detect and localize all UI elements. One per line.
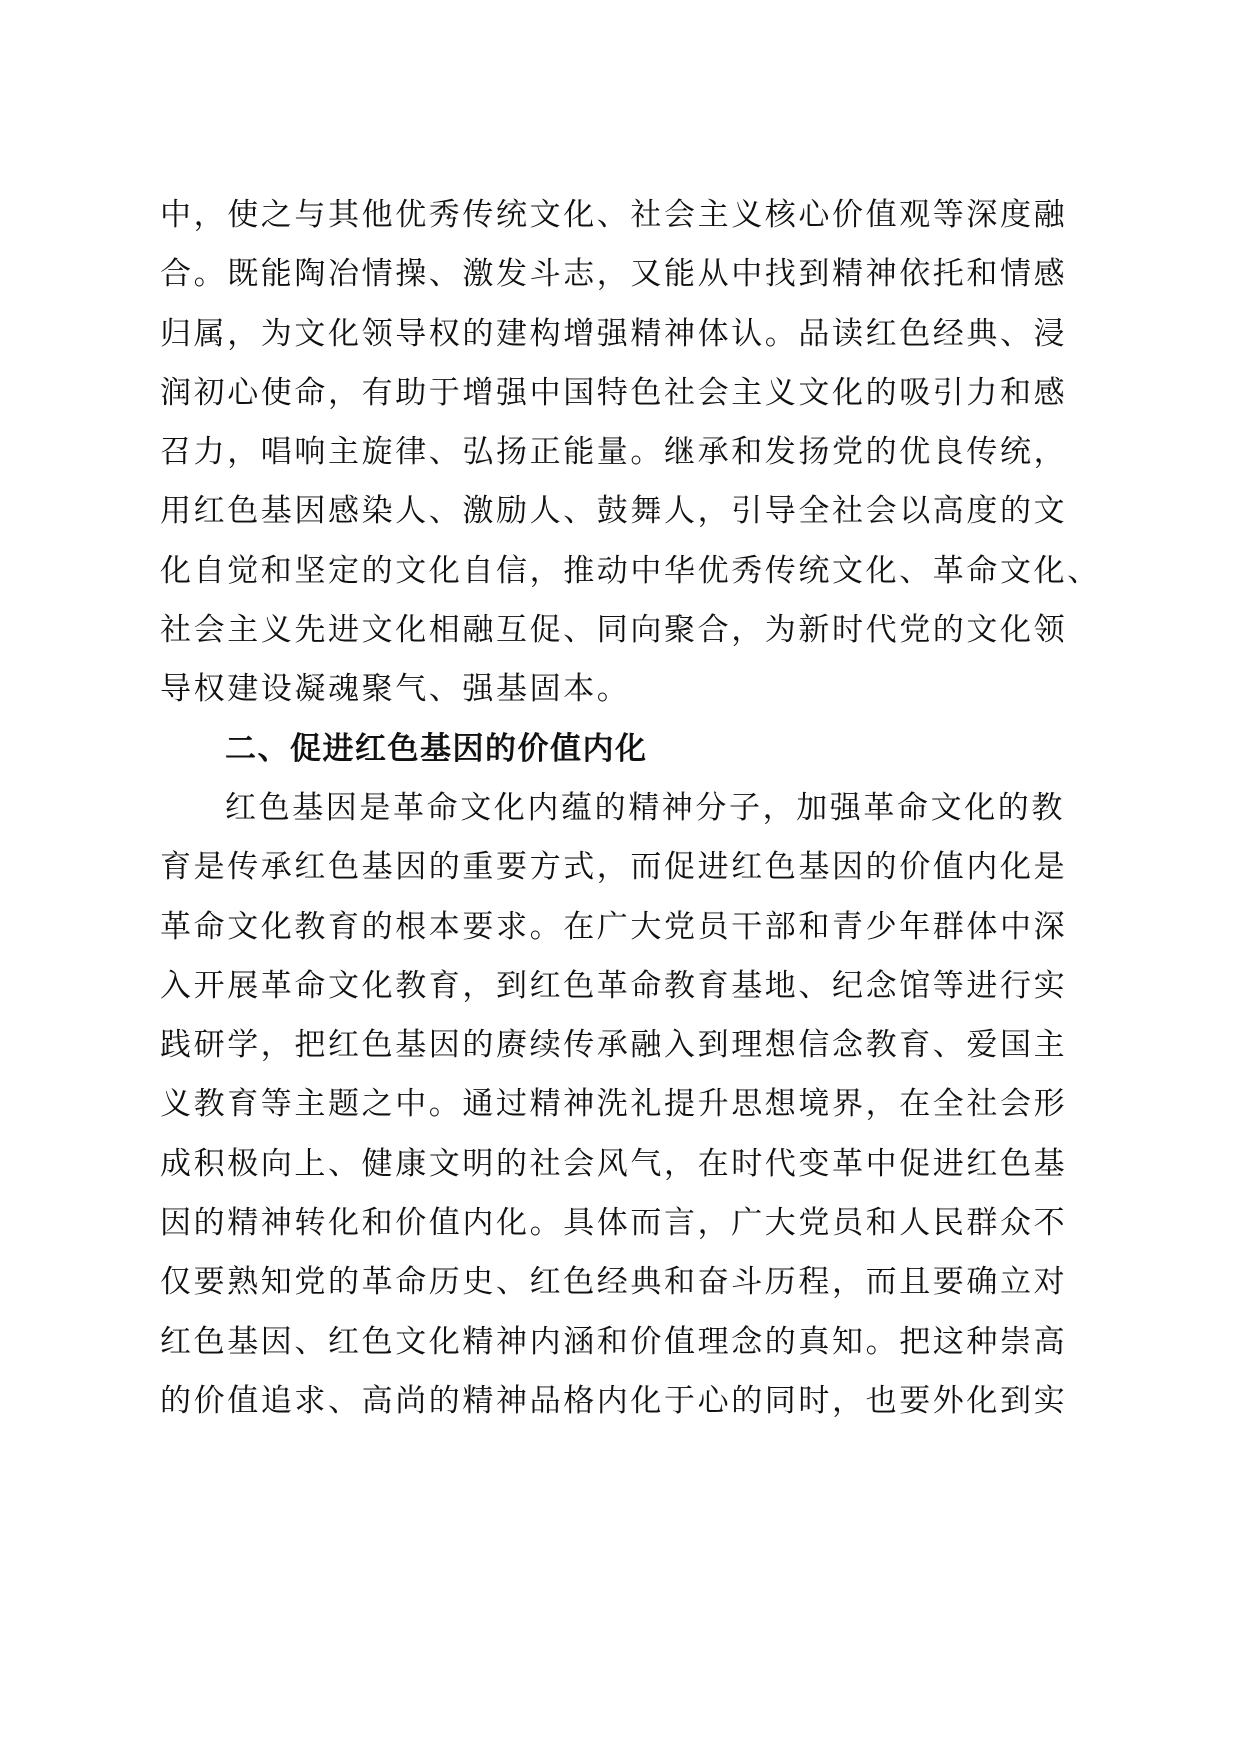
text-line: 红色基因、红色文化精神内涵和价值理念的真知。把这种崇高 [160,1323,1068,1360]
text-line: 润初心使命，有助于增强中国特色社会主义文化的吸引力和感 [160,374,1068,411]
paragraph-continued [160,186,1101,720]
text-line: 因的精神转化和价值内化。具体而言，广大党员和人民群众不 [160,1205,1068,1242]
section-heading: 二、促进红色基因的价值内化 [225,730,648,767]
text-line: 成积极向上、健康文明的社会风气，在时代变革中促进红色基 [160,1145,1068,1182]
text-line: 用红色基因感染人、激励人、鼓舞人，引导全社会以高度的文 [160,493,1068,530]
text-line: 仅要熟知党的革命历史、红色经典和奋斗历程，而且要确立对 [160,1264,1068,1301]
text-line: 革命文化教育的根本要求。在广大党员干部和青少年群体中深 [160,908,1068,945]
text-line: 合。既能陶冶情操、激发斗志，又能从中找到精神依托和情感 [160,256,1068,293]
text-line: 社会主义先进文化相融互促、同向聚合，为新时代党的文化领 [160,612,1068,649]
text-line: 归属，为文化领导权的建构增强精神体认。品读红色经典、浸 [160,315,1068,352]
text-line: 践研学，把红色基因的赓续传承融入到理想信念教育、爱国主 [160,1027,1068,1064]
text-line: 召力，唱响主旋律、弘扬正能量。继承和发扬党的优良传统， [160,434,1068,471]
document-body [160,186,1101,1431]
text-line: 的价值追求、高尚的精神品格内化于心的同时，也要外化到实 [160,1382,1068,1419]
paragraph-red-gene [160,779,1092,1431]
text-line: 入开展革命文化教育，到红色革命教育基地、纪念馆等进行实 [160,967,1068,1004]
text-line: 化自觉和坚定的文化自信，推动中华优秀传统文化、革命文化、 [160,552,1101,589]
text-line: 红色基因是革命文化内蕴的精神分子，加强革命文化的教 [225,789,1065,826]
text-line: 义教育等主题之中。通过精神洗礼提升思想境界，在全社会形 [160,1086,1068,1123]
text-line: 中，使之与其他优秀传统文化、社会主义核心价值观等深度融 [160,197,1068,233]
text-line: 育是传承红色基因的重要方式，而促进红色基因的价值内化是 [160,849,1068,886]
text-line: 导权建设凝魂聚气、强基固本。 [160,671,631,708]
